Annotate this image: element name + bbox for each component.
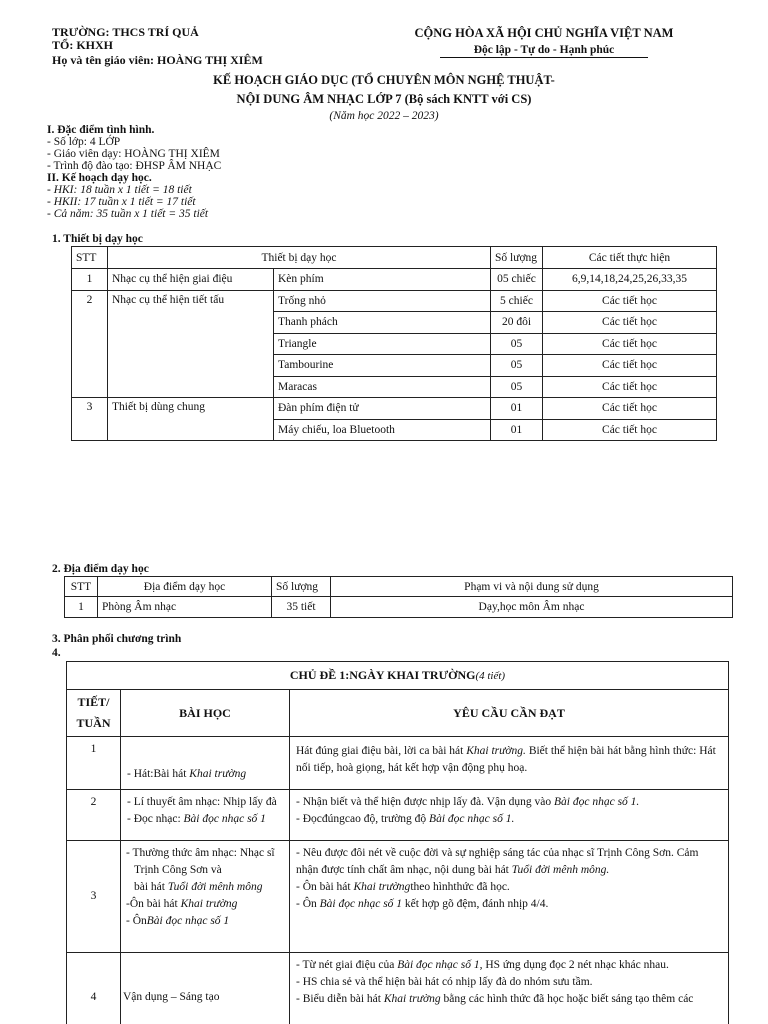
- item-number-4: 4.: [52, 647, 61, 659]
- topic-title: CHỦ ĐỀ 1:NGÀY KHAI TRƯỜNG: [289, 667, 476, 682]
- lesson-text: - Đọc nhạc:: [127, 813, 184, 825]
- stt-cell: 2: [72, 290, 108, 398]
- req-text: Hát đúng giai điệu bài, lời ca bài hát: [296, 745, 467, 757]
- program-heading: 3. Phân phối chương trình: [52, 633, 182, 645]
- req-line: [296, 811, 722, 828]
- req-song: Khai trường: [383, 993, 441, 1005]
- qty-cell: 35 tiết: [272, 597, 331, 618]
- teacher-name: Họ và tên giáo viên: HOÀNG THỊ XIÊM: [52, 53, 263, 67]
- th-quantity: Số lượng: [272, 577, 331, 597]
- hk2-plan: - HKII: 17 tuần x 1 tiết = 17 tiết: [47, 196, 196, 208]
- group-cell: Nhạc cụ thể hiện tiết tấu: [108, 290, 274, 398]
- lesson-text: bài hát: [134, 881, 168, 893]
- lessons-cell: Các tiết học: [543, 355, 717, 377]
- period-cell: 1: [67, 737, 121, 790]
- lesson-line: - Thường thức âm nhạc: Nhạc sĩ: [126, 847, 275, 859]
- stt-cell: 1: [65, 597, 98, 618]
- section2-heading: II. Kế hoạch dạy học.: [47, 172, 152, 184]
- situation-section: [47, 124, 221, 220]
- req-line: [296, 957, 722, 974]
- req-reading: Bài đọc nhạc số 1.: [554, 796, 640, 808]
- lesson-reading: Bài đọc nhạc số 1: [146, 915, 230, 927]
- lessons-cell: Các tiết học: [543, 376, 717, 398]
- lesson-song: Khai trường: [180, 898, 238, 910]
- req-text: bằng các hình thức đã học hoặc biết sáng tạo thêm các: [440, 993, 694, 1005]
- national-header: [414, 26, 674, 58]
- qty-cell: 20 đôi: [491, 312, 543, 334]
- item-cell: Triangle: [274, 333, 491, 355]
- lesson-line: - Lí thuyết âm nhạc: Nhịp lấy đà: [127, 796, 277, 808]
- req-text: - Biểu diễn bài hát: [296, 993, 384, 1005]
- th-stt: STT: [65, 577, 98, 597]
- req-reading: Bài đọc nhạc số 1,: [397, 959, 483, 971]
- requirement-cell: [290, 790, 729, 841]
- th-place: Địa điểm dạy học: [98, 577, 272, 597]
- places-heading: 2. Địa điểm dạy học: [52, 563, 149, 575]
- places-table: [64, 576, 733, 618]
- section1-heading: I. Đặc điểm tình hình.: [47, 124, 155, 136]
- lessons-cell: 6,9,14,18,24,25,26,33,35: [543, 269, 717, 291]
- req-text: Biết thể hiện bài hát bằng hình thức: Hát nối tiếp, hoà giọng, hát kết hợp vận động phụ hoạ.: [296, 745, 716, 774]
- lesson-text: - Ôn: [126, 915, 147, 927]
- lesson-cell: [121, 841, 290, 953]
- th-stt: STT: [72, 247, 108, 269]
- school-name: TRƯỜNG: THCS TRÍ QUẢ: [52, 25, 199, 39]
- lesson-song: Khai trường: [189, 768, 247, 780]
- lesson-cell: Vận dụng – Sáng tạo: [121, 953, 290, 1024]
- req-song: Tuổi đời mênh mông.: [511, 864, 610, 876]
- req-text: kết hợp gõ đệm, đánh nhịp 4/4.: [402, 898, 549, 910]
- lessons-cell: Các tiết học: [543, 398, 717, 420]
- program-table: [66, 661, 729, 1024]
- req-text: - Từ nét giai điệu của: [296, 959, 398, 971]
- school-info: [52, 26, 263, 67]
- lessons-cell: Các tiết học: [543, 290, 717, 312]
- requirement-cell: [290, 737, 729, 790]
- th-lesson: BÀI HỌC: [121, 690, 290, 737]
- scope-cell: Dạy,học môn Âm nhạc: [331, 597, 733, 618]
- requirement-cell: [290, 841, 729, 953]
- req-text: - Ôn: [296, 898, 320, 910]
- lesson-line: Trịnh Công Sơn và: [134, 864, 222, 876]
- lesson-line: [126, 913, 283, 930]
- item-cell: Tambourine: [274, 355, 491, 377]
- req-line: [296, 991, 722, 1008]
- topic-duration: (4 tiết): [475, 669, 506, 682]
- th-period: [67, 690, 121, 737]
- lesson-reading: Bài đọc nhạc số 1: [183, 813, 266, 825]
- qty-cell: 05: [491, 355, 543, 377]
- req-reading: Bài đọc nhạc số 1: [319, 898, 403, 910]
- item-cell: Trống nhỏ: [274, 290, 491, 312]
- qty-cell: 05: [491, 376, 543, 398]
- item-cell: Kèn phím: [274, 269, 491, 291]
- lessons-cell: Các tiết học: [543, 312, 717, 334]
- req-line: [296, 794, 722, 811]
- lesson-line: [127, 811, 283, 828]
- doc-title-line1: KẾ HOẠCH GIÁO DỤC (TỔ CHUYÊN MÔN NGHỆ THUẬT-: [213, 73, 555, 87]
- th-period-line2: TUẦN: [76, 716, 111, 730]
- th-scope: Phạm vi và nội dung sử dụng: [331, 577, 733, 597]
- qty-cell: 01: [491, 419, 543, 441]
- qty-cell: 05: [491, 333, 543, 355]
- req-text: - Ôn bài hát: [296, 881, 354, 893]
- req-line: [296, 879, 722, 896]
- equipment-heading: 1. Thiết bị dạy học: [52, 233, 143, 245]
- period-cell: 2: [67, 790, 121, 841]
- hk1-plan: - HKI: 18 tuần x 1 tiết = 18 tiết: [47, 184, 192, 196]
- requirement-cell: [290, 953, 729, 1024]
- req-text: theo hìnhthức đã học.: [410, 881, 510, 893]
- lesson-song: Tuổi đời mênh mông: [167, 881, 263, 893]
- doc-title-line2: NỘI DUNG ÂM NHẠC LỚP 7 (Bộ sách KNTT với CS): [236, 92, 532, 106]
- period-cell: 3: [67, 841, 121, 953]
- item-cell: Đàn phím điện tử: [274, 398, 491, 420]
- req-text: - Nhận biết và thể hiện được nhịp lấy đà. Vận dụng vào: [296, 796, 555, 808]
- lesson-cell: [121, 790, 290, 841]
- group-cell: Nhạc cụ thể hiện giai điệu: [108, 269, 274, 291]
- equipment-table: [71, 246, 717, 441]
- req-line: [296, 896, 722, 913]
- group-cell: Thiết bị dùng chung: [108, 398, 274, 441]
- place-cell: Phòng Âm nhạc: [98, 597, 272, 618]
- training-level: - Trình độ đào tạo: ĐHSP ÂM NHẠC: [47, 160, 222, 172]
- teacher-line: - Giáo viên dạy: HOÀNG THỊ XIÊM: [47, 148, 220, 160]
- lesson-cell: [121, 737, 290, 790]
- lesson-line: [126, 896, 283, 913]
- req-line: - HS chia sẻ và thể hiện bài hát có nhịp lấy đà do nhóm sưu tầm.: [296, 976, 593, 988]
- nation-name: CỘNG HÒA XÃ HỘI CHỦ NGHĨA VIỆT NAM: [414, 26, 674, 40]
- qty-cell: 5 chiếc: [491, 290, 543, 312]
- topic-cell: [67, 662, 729, 690]
- req-text: HS ứng dụng đọc 2 nét nhạc khác nhau.: [482, 959, 669, 971]
- motto: Độc lập - Tự do - Hạnh phúc: [440, 44, 649, 58]
- qty-cell: 05 chiếc: [491, 269, 543, 291]
- school-year: (Năm học 2022 – 2023): [329, 110, 439, 122]
- req-line: [296, 845, 722, 879]
- th-period-line1: TIẾT/: [77, 695, 110, 709]
- req-song: Khai trường.: [466, 745, 526, 757]
- req-song: Khai trường: [353, 881, 411, 893]
- year-plan: - Cả năm: 35 tuần x 1 tiết = 35 tiết: [47, 208, 209, 220]
- th-quantity: Số lượng: [491, 247, 543, 269]
- class-count: - Số lớp: 4 LỚP: [47, 136, 121, 148]
- group-name: TỔ: KHXH: [52, 38, 114, 52]
- stt-cell: 3: [72, 398, 108, 441]
- lesson-line: [126, 879, 283, 896]
- qty-cell: 01: [491, 398, 543, 420]
- lesson-text: - Hát:Bài hát: [127, 768, 190, 780]
- req-text: - Đọcđúngcao độ, trường độ: [296, 813, 430, 825]
- th-requirement: YÊU CẦU CẦN ĐẠT: [290, 690, 729, 737]
- lessons-cell: Các tiết học: [543, 419, 717, 441]
- lesson-text: -Ôn bài hát: [126, 898, 181, 910]
- item-cell: Máy chiếu, loa Bluetooth: [274, 419, 491, 441]
- lessons-cell: Các tiết học: [543, 333, 717, 355]
- th-equipment: Thiết bị dạy học: [108, 247, 491, 269]
- period-cell: 4: [67, 953, 121, 1024]
- req-reading: Bài đọc nhạc số 1.: [429, 813, 515, 825]
- stt-cell: 1: [72, 269, 108, 291]
- th-lessons: Các tiết thực hiện: [543, 247, 717, 269]
- req-text: - Nêu được đôi nét về cuộc đời và sự nghiệp sáng tác của nhạc sĩ Trịnh Công Sơn. Cảm nhận được tính chất âm nhạc, nội dung bài hát: [296, 847, 699, 876]
- item-cell: Thanh phách: [274, 312, 491, 334]
- item-cell: Maracas: [274, 376, 491, 398]
